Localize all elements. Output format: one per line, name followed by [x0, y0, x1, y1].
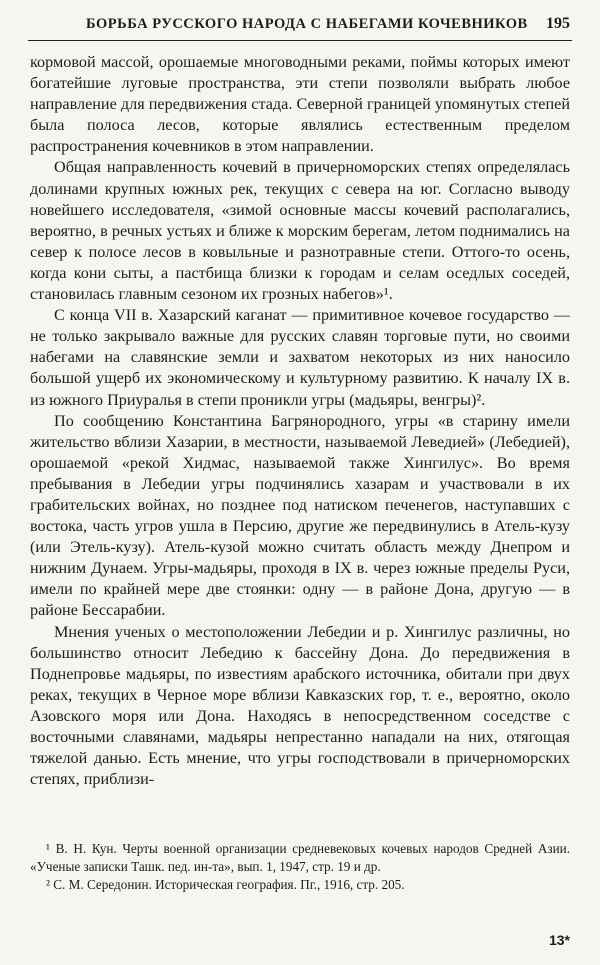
page-header — [28, 14, 572, 41]
paragraph: С конца VII в. Хазарский каганат — примитивное кочевое государство — не только закрывало важные для русских славян торговые пути, но своими набегами на славянские земли и захватом некоторых из них наносило большой ущерб их экономическому и культурному развитию. К началу IX в. из южного Приуралья в степи проникли угры (мадьяры, венгры)². — [30, 306, 570, 409]
paragraph: По сообщению Константина Багрянородного, угры «в старину имели жительство вблизи Хазарии, в местности, называемой Леведией» (Лебедией), орошаемой «рекой Хидмас, называемой также Хингилус». Во время пребывания в Лебедии угры подчинялись хазарам и участвовали в их грабительских войнах, но позднее под натиском печенегов, наступавших с востока, часть угров ушла в Персию, другие же передвинулись в Атель-кузу (или Этель-кузу). Атель-кузой можно считать область между Днепром и нижним Дунаем. Угры-мадьяры, проходя в IX в. через южные пределы Руси, имели по крайней мере две стоянки: одну — в районе Дона, другую — в районе Бессарабии. — [30, 411, 570, 620]
footnote: ² С. М. Середонин. Историческая география. Пг., 1916, стр. 205. — [46, 877, 405, 892]
footnote: ¹ В. Н. Кун. Черты военной организации средневековых кочевых народов Средней Азии. «Ученые записки Ташк. пед. ин-та», вып. 1, 1947, стр. 19 и др. — [30, 841, 570, 874]
main-text — [30, 52, 570, 790]
paragraph: Мнения ученых о местоположении Лебедии и р. Хингилус различны, но большинство относит Лебедию к бассейну Дона. До передвижения в Поднепровье мадьяры, по известиям арабского источника, обитали при двух реках, текущих в Черное море вблизи Кавказских гор, т. е., вероятно, около Азовского моря или Дона. Находясь в непосредственном соседстве с восточными славянами, мадьяры непрестанно нападали на них, отягощая тяжелой данью. Есть мнение, что угры господствовали в причерноморских степях, приблизи- — [30, 622, 570, 789]
paragraph: кормовой массой, орошаемые многоводными реками, поймы которых имеют богатейшие луговые пространства, эти степи позволяли выбрать любое направление для передвижения стада. Северной границей упомянутых степей была полоса лесов, которые являлись естественным пределом распространения кочевников в этом направлении. — [30, 53, 570, 156]
running-title: БОРЬБА РУССКОГО НАРОДА С НАБЕГАМИ КОЧЕВНИКОВ — [86, 16, 528, 32]
signature-mark: 13* — [548, 932, 570, 948]
footnotes — [30, 840, 570, 894]
paragraph: Общая направленность кочевий в причерноморских степях определялась долинами крупных южных рек, текущих с севера на юг. Согласно выводу новейшего исследователя, «зимой основные массы кочевий располагались, вероятно, в речных устьях и ближе к морским берегам, летом поднимались на север к полосе лесов в ковыльные и разнотравные степи. Оттого-то осень, когда кони сыты, а пастбища близки к городам и селам оседлых соседей, становилась главным сезоном их грозных набегов»¹. — [30, 158, 570, 304]
page-number: 195 — [546, 15, 570, 32]
